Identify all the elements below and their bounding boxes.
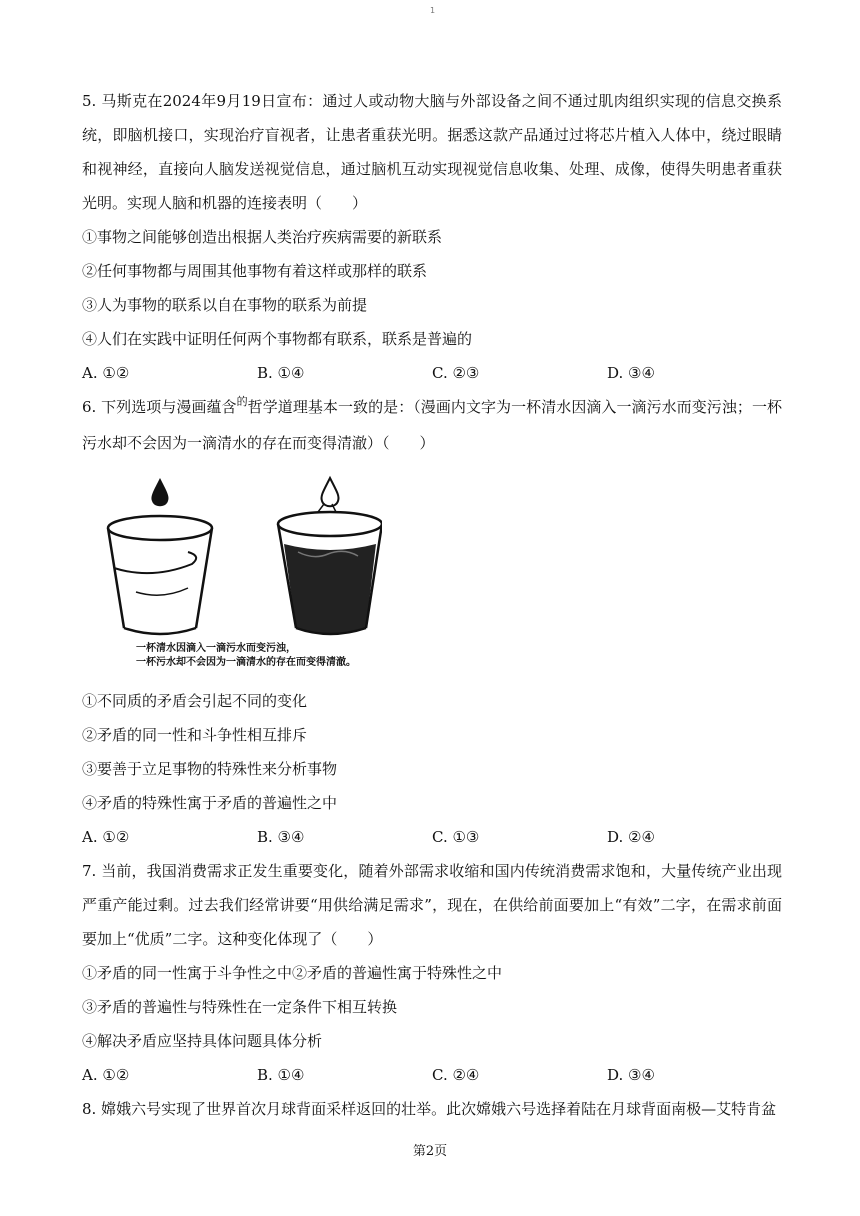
question-6-stem-superscript: 的 [236,395,248,408]
question-7-item: ①矛盾的同一性寓于斗争性之中②矛盾的普遍性寓于特殊性之中 [82,964,503,982]
question-5-options [82,356,782,390]
question-5-stem: 5. 马斯克在2024年9月19日宣布：通过人或动物大脑与外部设备之间不通过肌肉组织实现的信息交换系统，即脑机接口，实现治疗盲视者，让患者重获光明。据悉这款产品通过过将芯片植入人体中，绕过眼睛和视神经，直接向人脑发送视觉信息，通过脑机互动实现视觉信息收集、处理、成像，使得失明患者重获光明。实现人脑和机器的连接表明（ ） [82,92,782,212]
question-7-item: ④解决矛盾应坚持具体问题具体分析 [82,1032,323,1050]
question-6-stem-part-a: 6. 下列选项与漫画蕴含 [82,398,237,416]
option-a[interactable]: A. ①② [82,1066,130,1084]
question-6-stem-part-b: 哲学道理基本一致的是：（漫画内文字为一杯清水因滴入一滴污水而变污浊；一杯污水却不会因为一滴清水的存在而变得清澈）（ ） [82,398,782,452]
cartoon-caption-line: 一杯清水因滴入一滴污水而变污浊， [136,643,296,654]
option-b[interactable]: B. ③④ [257,828,305,846]
question-8-stem: 8. 嫦娥六号实现了世界首次月球背面采样返回的壮举。此次嫦娥六号选择着陆在月球背面南极—艾特肯盆 [82,1100,777,1118]
page-marker: 1 [430,6,436,15]
cartoon-caption [136,642,356,670]
question-6-item: ②矛盾的同一性和斗争性相互排斥 [82,726,308,744]
option-b[interactable]: B. ①④ [257,364,305,382]
question-5-item: ③人为事物的联系以自在事物的联系为前提 [82,296,368,314]
question-6-item: ④矛盾的特殊性寓于矛盾的普遍性之中 [82,794,338,812]
option-a[interactable]: A. ①② [82,364,130,382]
question-6-item: ③要善于立足事物的特殊性来分析事物 [82,760,338,778]
option-d[interactable]: D. ②④ [607,828,655,846]
option-c[interactable]: C. ②④ [432,1066,480,1084]
dirty-drop-icon [151,478,168,506]
question-7 [82,854,782,1092]
cartoon-caption-line: 一杯污水却不会因为一滴清水的存在而变得清澈。 [136,657,356,668]
clear-drop-icon [321,478,338,506]
page-content [82,84,782,1126]
question-6-options [82,820,782,854]
clear-water-bucket [108,516,212,634]
dirty-water-bucket [278,504,382,634]
page-footer: 第2页 [412,1144,448,1159]
option-a[interactable]: A. ①② [82,828,130,846]
question-7-stem: 7. 当前，我国消费需求正发生重要变化，随着外部需求收缩和国内传统消费需求饱和，大量传统产业出现严重产能过剩。过去我们经常讲要“用供给满足需求”，现在，在供给前面要加上“有效”二字，在需求前面要加上“优质”二字。这种变化体现了（ ） [82,862,782,948]
question-6 [82,390,782,854]
question-5 [82,84,782,390]
question-7-item: ③矛盾的普遍性与特殊性在一定条件下相互转换 [82,998,398,1016]
question-7-options [82,1058,782,1092]
question-6-stem [82,390,782,460]
question-5-item: ④人们在实践中证明任何两个事物都有联系，联系是普遍的 [82,330,473,348]
question-8 [82,1092,782,1126]
question-5-item: ②任何事物都与周围其他事物有着这样或那样的联系 [82,262,428,280]
option-d[interactable]: D. ③④ [607,1066,655,1084]
option-c[interactable]: C. ①③ [432,828,480,846]
option-d[interactable]: D. ③④ [607,364,655,382]
question-6-item: ①不同质的矛盾会引起不同的变化 [82,692,308,710]
option-b[interactable]: B. ①④ [257,1066,305,1084]
option-c[interactable]: C. ②③ [432,364,480,382]
cartoon-figure [92,468,382,678]
question-5-item: ①事物之间能够创造出根据人类治疗疾病需要的新联系 [82,228,443,246]
